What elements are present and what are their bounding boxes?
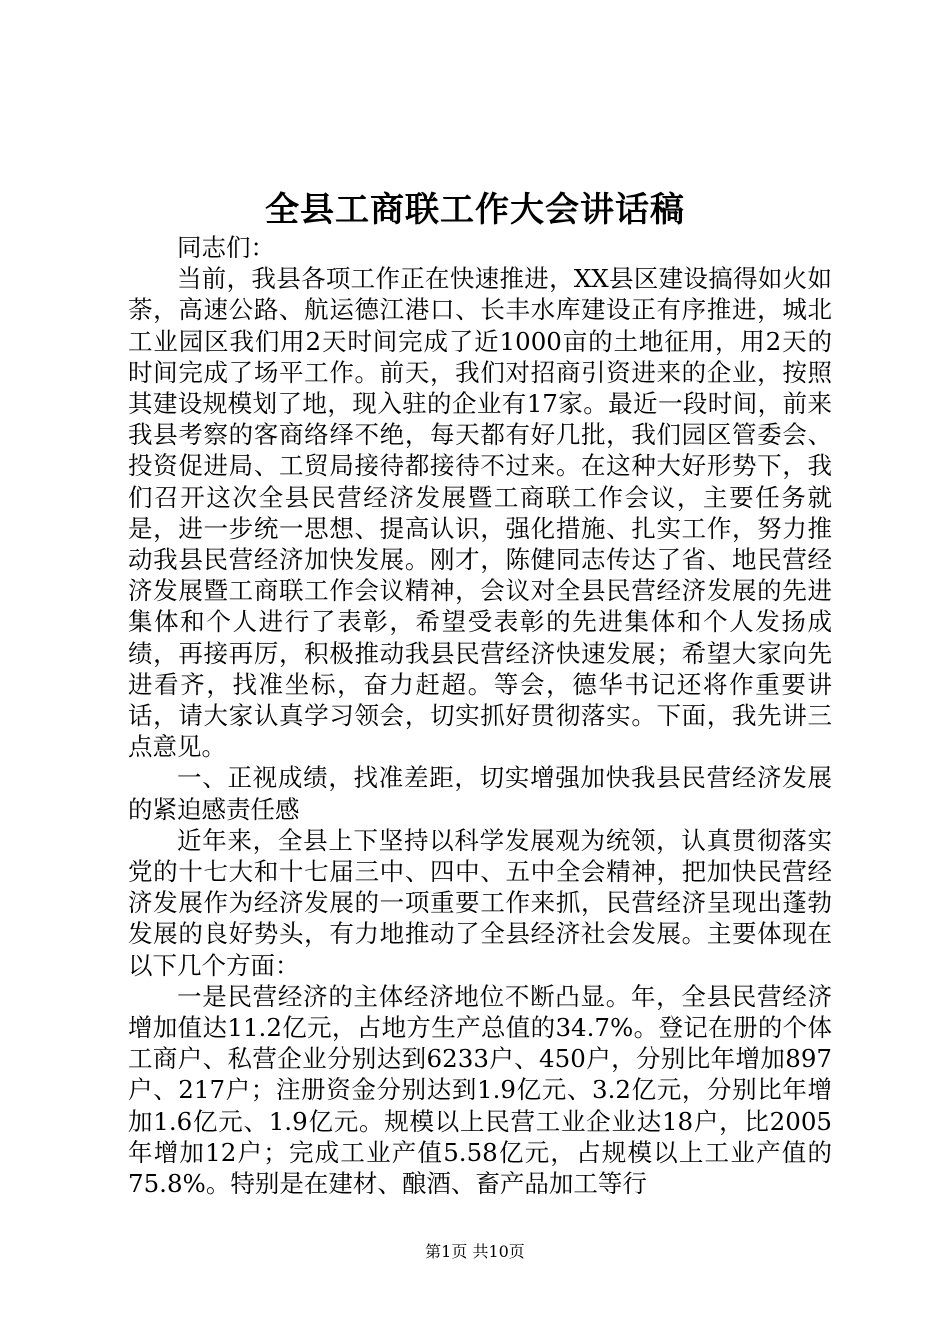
body-paragraph: 当前，我县各项工作正在快速推进，XX县区建设搞得如火如荼，高速公路、航运德江港口、长丰水库建设正有序推进，城北工业园区我们用2天时间完成了近1000亩的土地征用，用2天的时间完成了场平工作。前天，我们对招商引资进来的企业，按照其建设规模划了地，现入驻的企业有17家。最近一段时间，前来我县考察的客商络绎不绝，每天都有好几批，我们园区管委会、投资促进局、工贸局接待都接待不过来。在这种大好形势下，我们召开这次全县民营经济发展暨工商联工作会议，主要任务就是，进一步统一思想、提高认识，强化措施、扎实工作，努力推动我县民营经济加快发展。刚才，陈健同志传达了省、地民营经济发展暨工商联工作会议精神，会议对全县民营经济发展的先进集体和个人进行了表彰，希望受表彰的先进集体和个人发扬成绩，再接再厉，积极推动我县民营经济快速发展；希望大家向先进看齐，找准坐标，奋力赶超。等会，德华书记还将作重要讲话，请大家认真学习领会，切实抓好贯彻落实。下面，我先讲三点意见。 [128,264,832,762]
body-paragraph: 一是民营经济的主体经济地位不断凸显。年，全县民营经济增加值达11.2亿元，占地方生产总值的34.7%。登记在册的个体工商户、私营企业分别达到6233户、450户，分别比年增加897户、217户；注册资金分别达到1.9亿元、3.2亿元，分别比年增加1.6亿元、1.9亿元。规模以上民营工业企业达18户，比2005年增加12户；完成工业产值5.58亿元，占规模以上工业产值的75.8%。特别是在建材、酿酒、畜产品加工等行 [128,981,832,1199]
section-heading: 一、正视成绩，找准差距，切实增强加快我县民营经济发展的紧迫感责任感 [128,763,832,824]
body-paragraph: 近年来，全县上下坚持以科学发展观为统领，认真贯彻落实党的十七大和十七届三中、四中、五中全会精神，把加快民营经济发展作为经济发展的一项重要工作来抓，民营经济呈现出蓬勃发展的良好势头，有力地推动了全县经济社会发展。主要体现在以下几个方面： [128,825,832,980]
salutation-paragraph: 同志们： [177,233,275,262]
document-title: 全县工商联工作大会讲话稿 [265,190,685,230]
page-number-footer: 第1页 共10页 [425,1242,525,1261]
document-body [128,232,832,1199]
